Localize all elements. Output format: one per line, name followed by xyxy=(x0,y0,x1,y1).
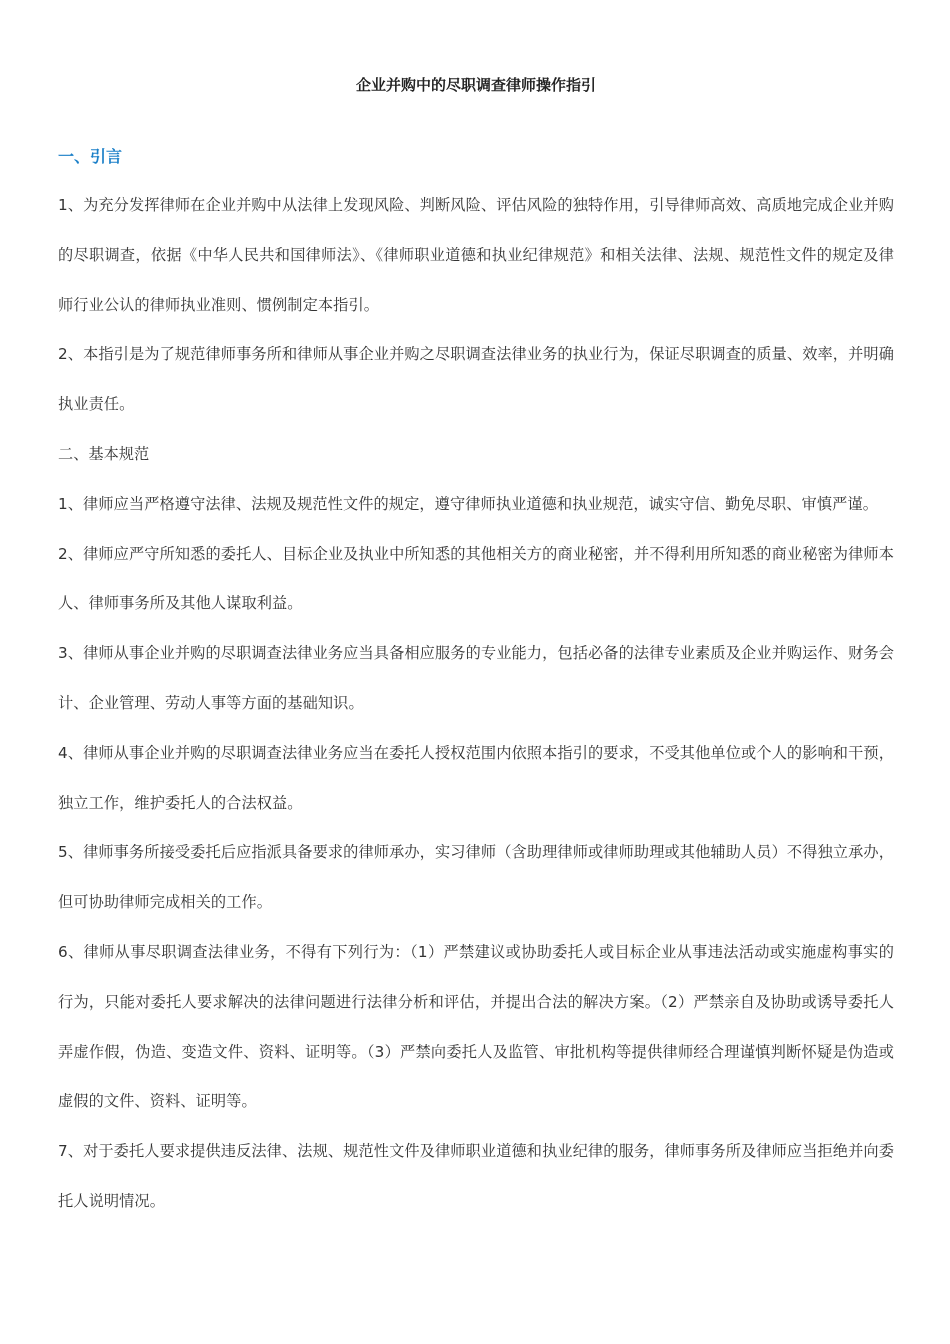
section-heading-introduction: 一、引言 xyxy=(58,147,123,166)
paragraph-norm-4: 4、律师从事企业并购的尽职调查法律业务应当在委托人授权范围内依照本指引的要求，不受其他单位或个人的影响和干预，独立工作，维护委托人的合法权益。 xyxy=(58,743,894,812)
paragraph-norm-6: 6、律师从事尽职调查法律业务，不得有下列行为：（1）严禁建议或协助委托人或目标企业从事违法活动或实施虚构事实的行为，只能对委托人要求解决的法律问题进行法律分析和评估，并提出合法的解决方案。（2）严禁亲自及协助或诱导委托人弄虚作假，伪造、变造文件、资料、证明等。（3）严禁向委托人及监管、审批机构等提供律师经合理谨慎判断怀疑是伪造或虚假的文件、资料、证明等。 xyxy=(58,942,894,1111)
document-title: 企业并购中的尽职调查律师操作指引 xyxy=(355,76,596,94)
paragraph-norm-2: 2、律师应严守所知悉的委托人、目标企业及执业中所知悉的其他相关方的商业秘密，并不得利用所知悉的商业秘密为律师本人、律师事务所及其他人谋取利益。 xyxy=(58,544,894,613)
paragraph-intro-2: 2、本指引是为了规范律师事务所和律师从事企业并购之尽职调查法律业务的执业行为，保证尽职调查的质量、效率，并明确执业责任。 xyxy=(58,345,894,414)
document-body xyxy=(58,181,894,1227)
paragraph-norm-3: 3、律师从事企业并购的尽职调查法律业务应当具备相应服务的专业能力，包括必备的法律专业素质及企业并购运作、财务会计、企业管理、劳动人事等方面的基础知识。 xyxy=(58,644,894,712)
paragraph-norm-5: 5、律师事务所接受委托后应指派具备要求的律师承办，实习律师（含助理律师或律师助理或其他辅助人员）不得独立承办，但可协助律师完成相关的工作。 xyxy=(58,843,894,912)
paragraph-intro-1: 1、为充分发挥律师在企业并购中从法律上发现风险、判断风险、评估风险的独特作用，引导律师高效、高质地完成企业并购的尽职调查，依据《中华人民共和国律师法》、《律师职业道德和执业纪律规范》和相关法律、法规、规范性文件的规定及律师行业公认的律师执业准则、惯例制定本指引。 xyxy=(58,196,894,314)
section-heading-basic-norms: 二、基本规范 xyxy=(58,444,150,463)
paragraph-norm-7: 7、对于委托人要求提供违反法律、法规、规范性文件及律师职业道德和执业纪律的服务，律师事务所及律师应当拒绝并向委托人说明情况。 xyxy=(58,1142,894,1210)
paragraph-norm-1: 1、律师应当严格遵守法律、法规及规范性文件的规定，遵守律师执业道德和执业规范，诚实守信、勤免尽职、审慎严谨。 xyxy=(58,494,878,513)
